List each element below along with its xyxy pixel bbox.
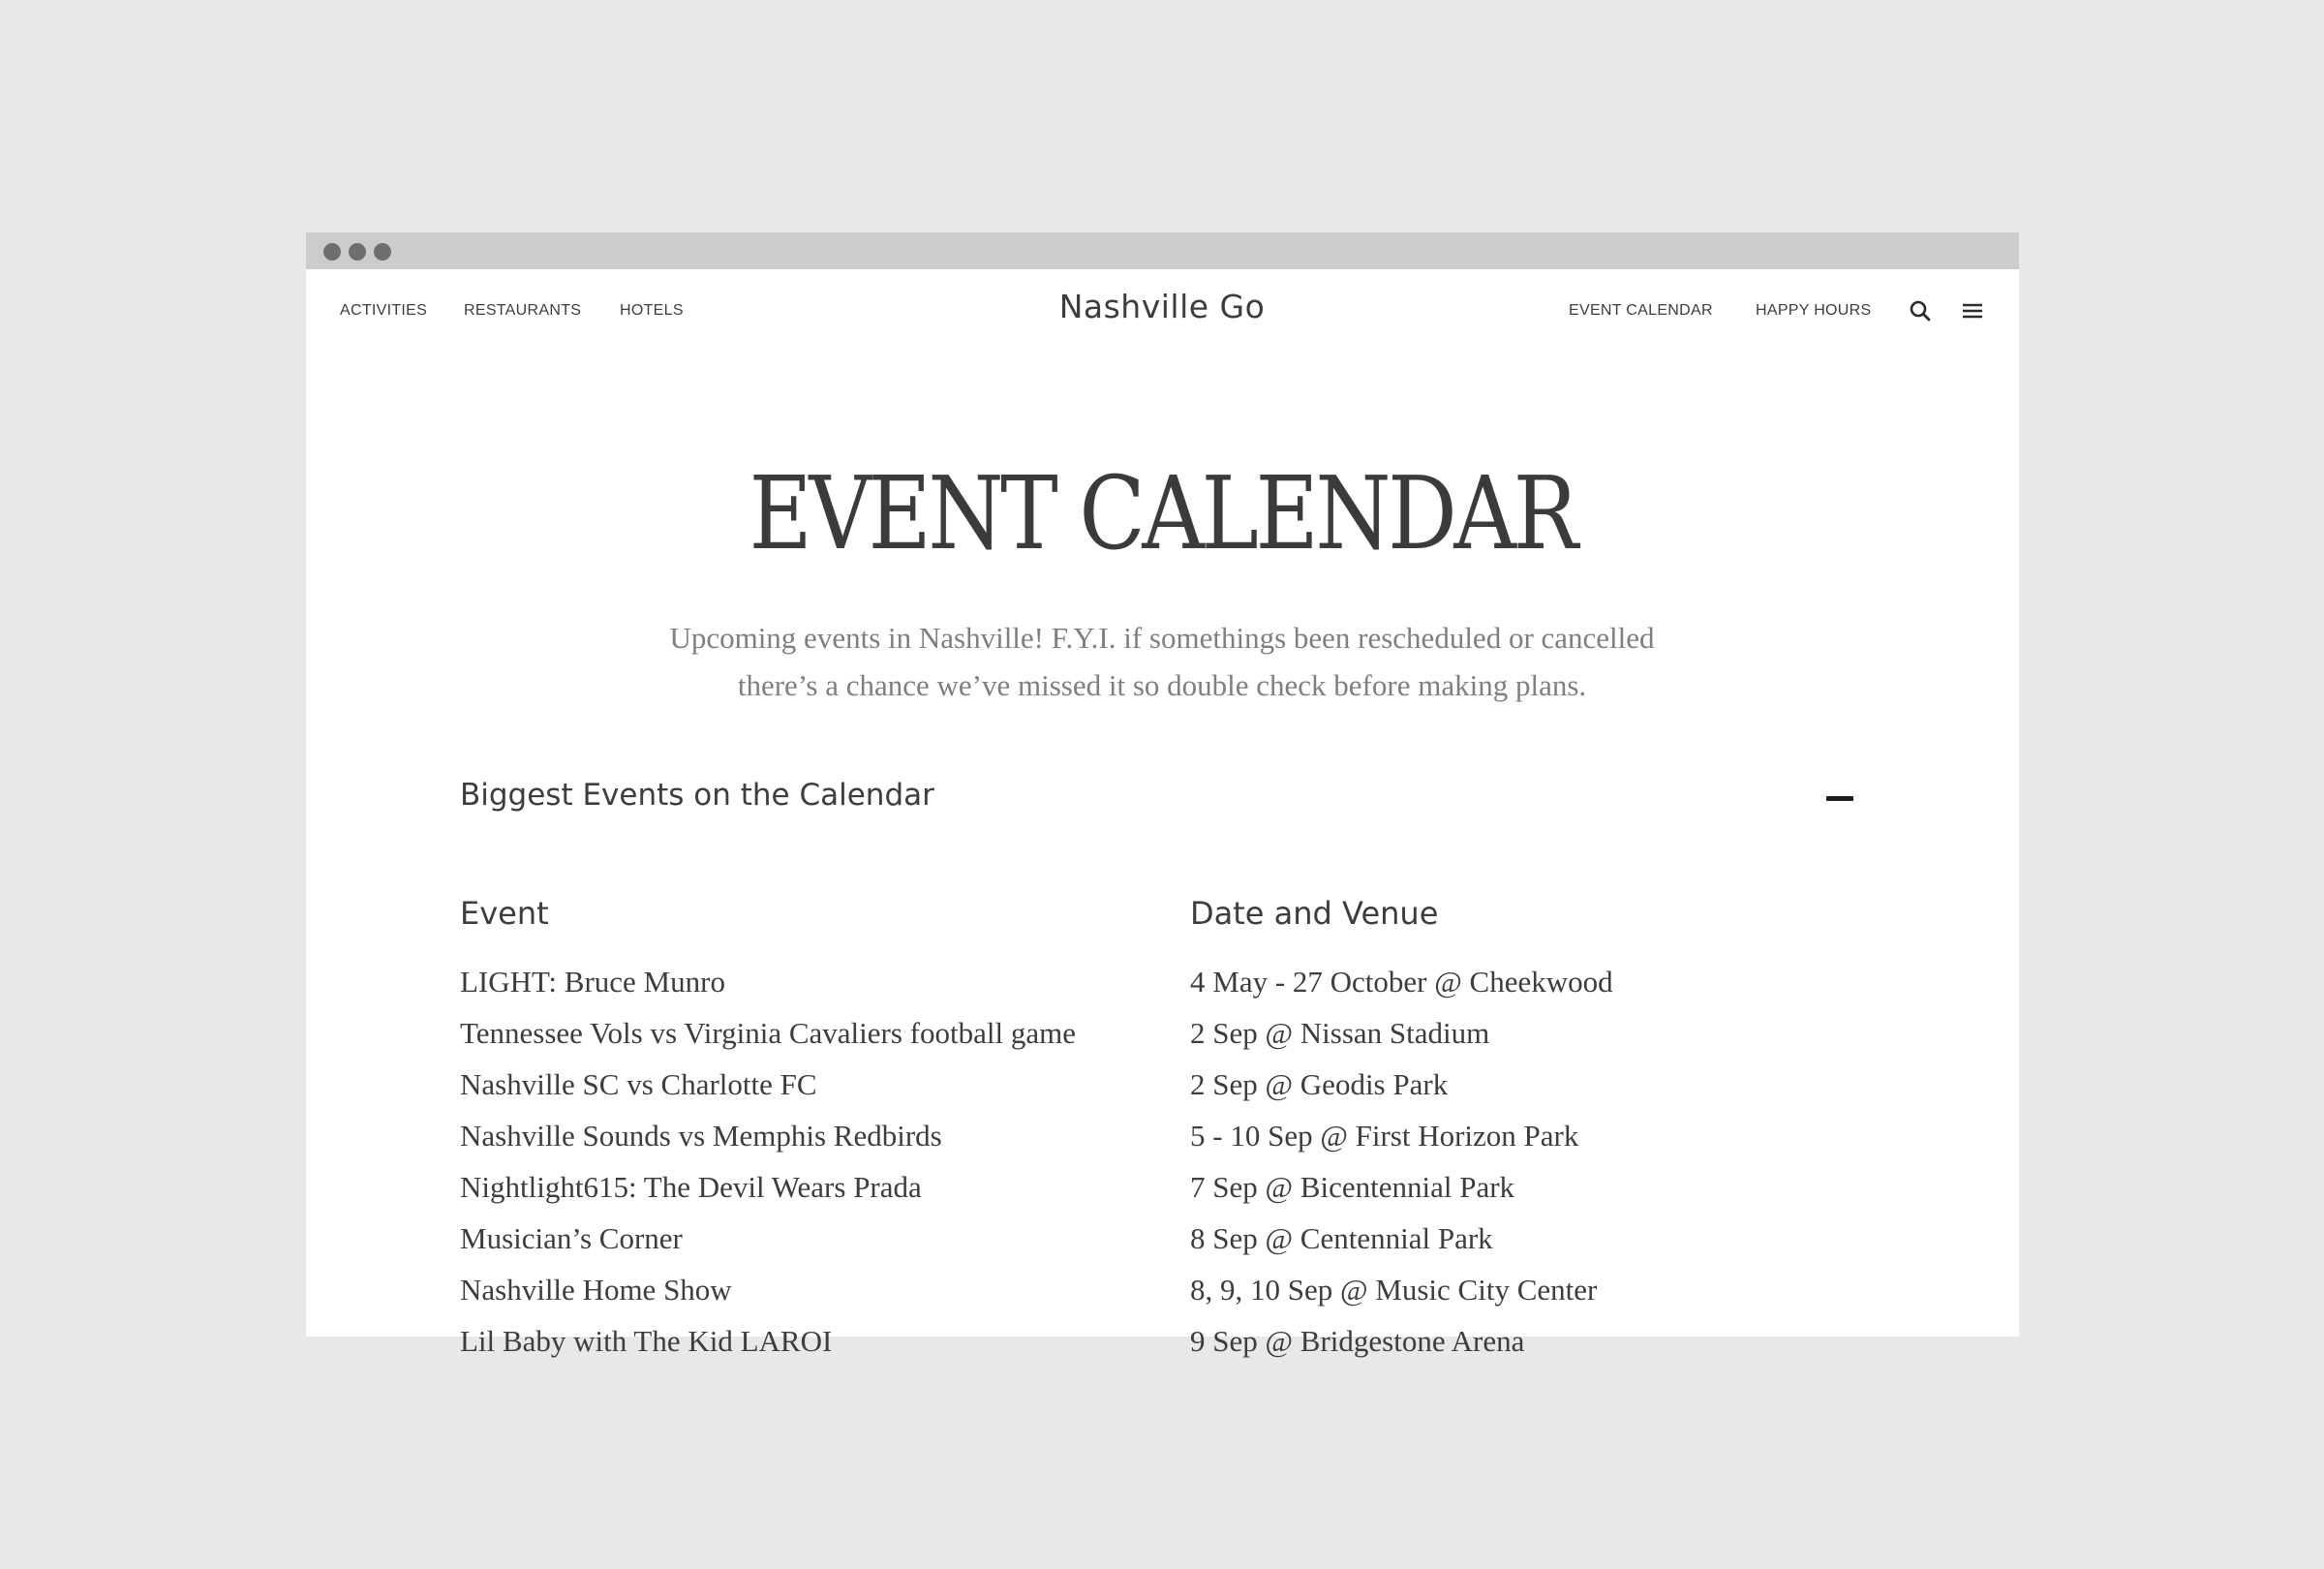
date-venue-list xyxy=(1190,956,1613,1367)
table-cell-date-venue: 9 Sep @ Bridgestone Arena xyxy=(1190,1324,1525,1358)
nav-link-activities[interactable]: ACTIVITIES xyxy=(340,302,428,319)
accordion-title[interactable]: Biggest Events on the Calendar xyxy=(460,778,934,813)
table-cell-date-venue: 5 - 10 Sep @ First Horizon Park xyxy=(1190,1119,1579,1153)
table-cell-date-venue: 4 May - 27 October @ Cheekwood xyxy=(1190,965,1613,999)
page-title: EVENT CALENDAR xyxy=(749,454,1575,572)
page-intro-line: Upcoming events in Nashville! F.Y.I. if somethings been rescheduled or cancelled xyxy=(669,621,1655,655)
events-list xyxy=(460,956,1076,1367)
table-cell-event: Nashville Home Show xyxy=(460,1273,732,1307)
nav-link-event-calendar[interactable]: EVENT CALENDAR xyxy=(1569,302,1713,319)
table-header-date-venue: Date and Venue xyxy=(1190,895,1439,932)
table-cell-event: LIGHT: Bruce Munro xyxy=(460,965,725,999)
site-logo-text: Nashville Go xyxy=(1058,288,1266,325)
table-header-event: Event xyxy=(460,895,549,932)
search-icon[interactable] xyxy=(1908,298,1933,323)
table-cell-event: Nashville SC vs Charlotte FC xyxy=(460,1067,817,1101)
table-cell-event: Lil Baby with The Kid LAROI xyxy=(460,1324,833,1358)
page-intro-line: there’s a chance we’ve missed it so double check before making plans. xyxy=(737,668,1587,702)
table-cell-date-venue: 8, 9, 10 Sep @ Music City Center xyxy=(1190,1273,1598,1307)
collapse-icon[interactable] xyxy=(1822,786,1857,810)
table-cell-event: Nightlight615: The Devil Wears Prada xyxy=(460,1170,922,1204)
table-cell-date-venue: 8 Sep @ Centennial Park xyxy=(1190,1221,1493,1255)
table-cell-date-venue: 2 Sep @ Nissan Stadium xyxy=(1190,1016,1490,1050)
page-viewport xyxy=(306,232,2019,1358)
menu-icon[interactable] xyxy=(1960,298,1985,323)
minus-icon xyxy=(1826,796,1853,801)
table-cell-event: Nashville Sounds vs Memphis Redbirds xyxy=(460,1119,942,1153)
nav-link-hotels[interactable]: HOTELS xyxy=(620,302,684,319)
page-intro xyxy=(581,614,1743,709)
table-cell-event: Tennessee Vols vs Virginia Cavaliers football game xyxy=(460,1016,1076,1050)
table-cell-date-venue: 7 Sep @ Bicentennial Park xyxy=(1190,1170,1515,1204)
nav-link-restaurants[interactable]: RESTAURANTS xyxy=(464,302,582,319)
table-cell-date-venue: 2 Sep @ Geodis Park xyxy=(1190,1067,1449,1101)
nav-link-happy-hours[interactable]: HAPPY HOURS xyxy=(1756,302,1872,319)
table-cell-event: Musician’s Corner xyxy=(460,1221,683,1255)
